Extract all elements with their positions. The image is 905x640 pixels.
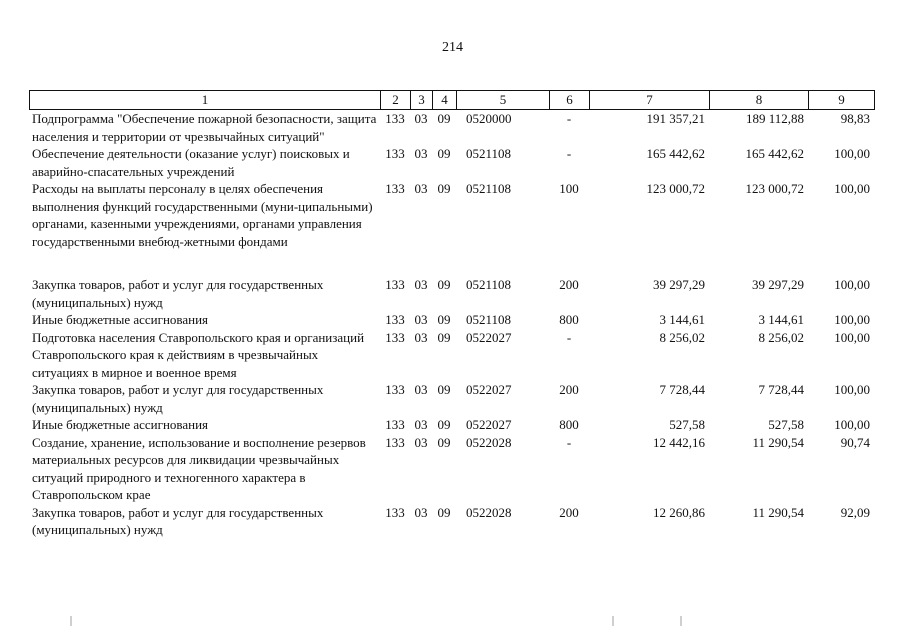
row-planned: 3 144,61: [659, 312, 705, 327]
row-expense-type: 100: [559, 181, 579, 196]
row-expense-type: -: [566, 329, 572, 345]
scan-mark: [680, 616, 682, 626]
row-description: Закупка товаров, работ и услуг для государственных (муниципальных) нужд: [32, 277, 324, 310]
row-target-article: 0522027: [466, 329, 512, 345]
table-row: [29, 434, 874, 504]
row-description: Закупка товаров, работ и услуг для государственных (муниципальных) нужд: [32, 504, 324, 537]
row-percent: 100,00: [834, 146, 870, 161]
row-description: Расходы на выплаты персоналу в целях обеспечения выполнения функций государственными (муни-ципальными) органами, казенными учреждениями, органами управления государственными внебюд-жетными фондами: [32, 181, 373, 249]
row-expense-type: -: [566, 111, 572, 126]
row-subsection: 09: [437, 312, 451, 327]
row-target-article: 0520000: [466, 111, 512, 126]
row-section: 03: [414, 434, 428, 450]
row-expense-type: 200: [559, 382, 579, 397]
row-section: 03: [414, 504, 428, 520]
row-expense-type: 200: [559, 504, 579, 520]
row-executed: 123 000,72: [745, 181, 804, 196]
row-subsection: 09: [437, 277, 451, 292]
row-percent: 92,09: [840, 504, 870, 520]
budget-table: [29, 110, 874, 539]
row-admin-code: 133: [385, 181, 405, 196]
scan-edge-marks: [0, 616, 905, 636]
row-target-article: 0522028: [466, 434, 512, 450]
row-subsection: 09: [437, 382, 451, 397]
row-section: 03: [414, 329, 428, 345]
row-section: 03: [414, 312, 428, 327]
row-executed: 7 728,44: [758, 382, 804, 397]
row-executed: 11 290,54: [752, 434, 804, 450]
table-row: [29, 180, 874, 250]
row-executed: 527,58: [768, 417, 804, 432]
row-description: Подпрограмма "Обеспечение пожарной безопасности, защита населения и территории от чрезвычайных ситуаций": [32, 111, 377, 144]
row-executed: 11 290,54: [752, 504, 804, 520]
scan-mark: [612, 616, 614, 626]
row-percent: 90,74: [840, 434, 870, 450]
row-description: Иные бюджетные ассигнования: [32, 417, 209, 432]
row-planned: 12 260,86: [653, 504, 705, 520]
table-row: [29, 329, 874, 382]
row-expense-type: -: [566, 434, 572, 450]
row-description: Обеспечение деятельности (оказание услуг) поисковых и аварийно-спасательных учреждений: [32, 146, 350, 179]
header-col-2: 2: [381, 91, 411, 110]
header-col-1: 1: [30, 91, 381, 110]
row-subsection: 09: [437, 111, 451, 126]
row-section: 03: [414, 277, 428, 292]
row-target-article: 0521108: [466, 181, 512, 196]
row-executed: 165 442,62: [745, 146, 804, 161]
row-admin-code: 133: [385, 504, 405, 520]
row-percent: 100,00: [834, 312, 870, 327]
row-planned: 7 728,44: [659, 382, 705, 397]
page-number: 214: [442, 40, 463, 55]
row-admin-code: 133: [385, 111, 405, 126]
row-description: Иные бюджетные ассигнования: [32, 312, 209, 327]
row-target-article: 0521108: [466, 277, 512, 292]
row-percent: 98,83: [840, 111, 870, 126]
header-col-4: 4: [433, 91, 457, 110]
row-executed: 189 112,88: [745, 111, 804, 126]
header-col-9: 9: [809, 91, 875, 110]
row-section: 03: [414, 181, 428, 196]
row-description: Закупка товаров, работ и услуг для государственных (муниципальных) нужд: [32, 382, 324, 415]
table-row: [29, 311, 874, 329]
row-admin-code: 133: [385, 382, 405, 397]
row-description: Подготовка населения Ставропольского края и организаций Ставропольского края к действиям в чрезвычайных ситуациях в мирное и военное время: [32, 329, 365, 380]
row-subsection: 09: [437, 434, 451, 450]
row-admin-code: 133: [385, 312, 405, 327]
row-subsection: 09: [437, 146, 451, 161]
row-planned: 39 297,29: [653, 277, 705, 292]
row-target-article: 0521108: [466, 146, 512, 161]
row-expense-type: 200: [559, 277, 579, 292]
header-col-8: 8: [710, 91, 809, 110]
row-planned: 165 442,62: [646, 146, 705, 161]
row-target-article: 0522027: [466, 417, 512, 432]
row-section: 03: [414, 146, 428, 161]
row-executed: 39 297,29: [752, 277, 804, 292]
row-percent: 100,00: [834, 382, 870, 397]
row-section: 03: [414, 111, 428, 126]
row-section: 03: [414, 382, 428, 397]
row-planned: 191 357,21: [646, 111, 705, 126]
row-description: Создание, хранение, использование и восполнение резервов материальных ресурсов для ликвидации чрезвычайных ситуаций природного и техногенного характера в Ставропольском крае: [32, 434, 366, 502]
row-executed: 8 256,02: [758, 329, 804, 345]
row-planned: 123 000,72: [646, 181, 705, 196]
header-col-6: 6: [550, 91, 590, 110]
row-admin-code: 133: [385, 277, 405, 292]
table-row: [29, 504, 874, 539]
table-row: [29, 110, 874, 145]
row-section: 03: [414, 417, 428, 432]
table-row: [29, 145, 874, 180]
row-subsection: 09: [437, 417, 451, 432]
header-col-5: 5: [457, 91, 550, 110]
row-executed: 3 144,61: [758, 312, 804, 327]
scan-mark: [70, 616, 72, 626]
column-number-header: [29, 90, 875, 110]
row-subsection: 09: [437, 329, 451, 345]
table-row: [29, 381, 874, 416]
row-planned: 12 442,16: [653, 434, 705, 450]
row-admin-code: 133: [385, 434, 405, 450]
row-expense-type: 800: [559, 417, 579, 432]
row-percent: 100,00: [834, 329, 870, 345]
row-percent: 100,00: [834, 417, 870, 432]
table-row: [29, 276, 874, 311]
row-target-article: 0522028: [466, 504, 512, 520]
row-planned: 8 256,02: [659, 329, 705, 345]
header-col-3: 3: [411, 91, 433, 110]
header-col-7: 7: [590, 91, 710, 110]
row-target-article: 0521108: [466, 312, 512, 327]
row-admin-code: 133: [385, 329, 405, 345]
row-expense-type: -: [566, 146, 572, 161]
row-percent: 100,00: [834, 277, 870, 292]
row-expense-type: 800: [559, 312, 579, 327]
row-admin-code: 133: [385, 146, 405, 161]
row-planned: 527,58: [669, 417, 705, 432]
row-admin-code: 133: [385, 417, 405, 432]
row-percent: 100,00: [834, 181, 870, 196]
row-subsection: 09: [437, 504, 451, 520]
row-subsection: 09: [437, 181, 451, 196]
table-row: [29, 416, 874, 434]
row-spacer: [29, 250, 874, 276]
row-target-article: 0522027: [466, 382, 512, 397]
